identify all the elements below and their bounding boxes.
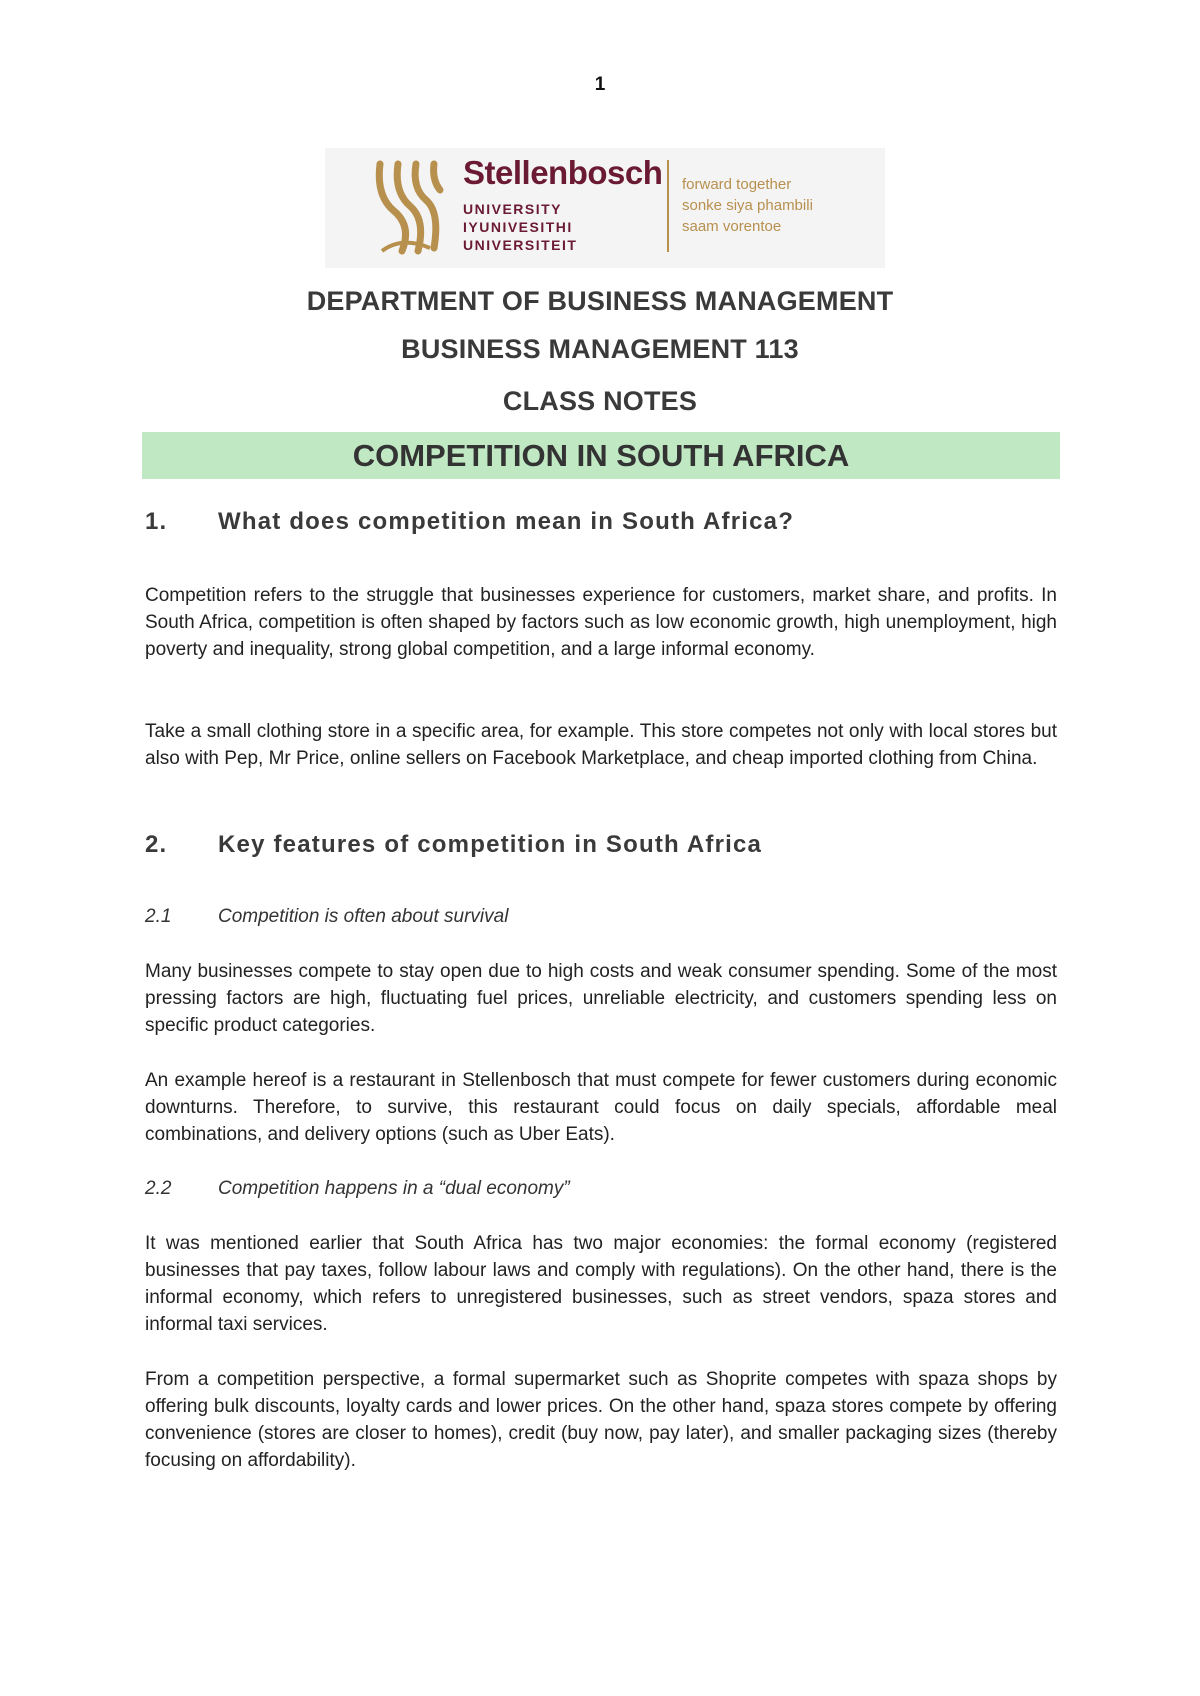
section-title: What does competition mean in South Africa? <box>218 508 795 535</box>
subsection-number: 2.2 <box>145 1178 172 1199</box>
logo-sub-line: UNIVERSITEIT <box>463 237 578 253</box>
logo-divider <box>667 160 669 252</box>
paragraph: Take a small clothing store in a specific area, for example. This store competes not only with local stores but also with Pep, Mr Price, online sellers on Facebook Marketplace, and cheap imported clothing from China. <box>145 721 1057 769</box>
section-heading-2 <box>145 831 762 859</box>
logo-subtitle <box>463 200 577 254</box>
university-logo <box>325 148 885 268</box>
logo-sub-line: IYUNIVESITHI <box>463 219 573 235</box>
department-heading: DEPARTMENT OF BUSINESS MANAGEMENT <box>306 286 894 316</box>
course-heading: BUSINESS MANAGEMENT 113 <box>401 334 799 364</box>
page-number: 1 <box>594 74 606 95</box>
section-number: 2. <box>145 831 168 858</box>
motto-line: saam vorentoe <box>682 218 782 235</box>
paragraph: Many businesses compete to stay open due to high costs and weak consumer spending. Some of the most pressing factors are high, fluctuating fuel prices, unreliable electricity, and customers spending less on specific product categories. <box>145 961 1057 1036</box>
paragraph: It was mentioned earlier that South Africa has two major economies: the formal economy (registered businesses that pay taxes, follow labour laws and comply with regulations). On the other hand, there is the informal economy, which refers to unregistered businesses, such as street vendors, spaza stores and informal taxi services. <box>145 1233 1057 1335</box>
motto-line: forward together <box>682 176 792 193</box>
paragraph: Competition refers to the struggle that businesses experience for customers, market share, and profits. In South Africa, competition is often shaped by factors such as low economic growth, high unemployment, high poverty and inequality, strong global competition, and a large informal economy. <box>145 585 1057 660</box>
section-heading-1 <box>145 508 794 536</box>
subsection-heading-2-1 <box>145 906 508 928</box>
motto-line: sonke siya phambili <box>682 197 813 214</box>
section-number: 1. <box>145 508 168 535</box>
stellenbosch-emblem-icon <box>372 156 447 256</box>
subsection-heading-2-2 <box>145 1178 570 1200</box>
doc-type-heading: CLASS NOTES <box>502 386 698 416</box>
logo-motto <box>682 174 813 237</box>
section-title: Key features of competition in South Africa <box>218 831 763 858</box>
title-banner: COMPETITION IN SOUTH AFRICA <box>142 432 1060 479</box>
subsection-number: 2.1 <box>145 906 172 927</box>
paragraph: From a competition perspective, a formal supermarket such as Shoprite competes with spaza shops by offering bulk discounts, loyalty cards and lower prices. On the other hand, spaza stores compete by offering convenience (stores are closer to homes), credit (buy now, pay later), and smaller packaging sizes (thereby focusing on affordability). <box>145 1369 1057 1471</box>
logo-sub-line: UNIVERSITY <box>463 201 563 217</box>
paragraph: An example hereof is a restaurant in Stellenbosch that must compete for fewer customers during economic downturns. Therefore, to survive, this restaurant could focus on daily specials, affordable meal combinations, and delivery options (such as Uber Eats). <box>145 1070 1057 1145</box>
subsection-title: Competition happens in a “dual economy” <box>218 1178 570 1199</box>
logo-name: Stellenbosch <box>463 154 663 191</box>
subsection-title: Competition is often about survival <box>218 906 509 927</box>
